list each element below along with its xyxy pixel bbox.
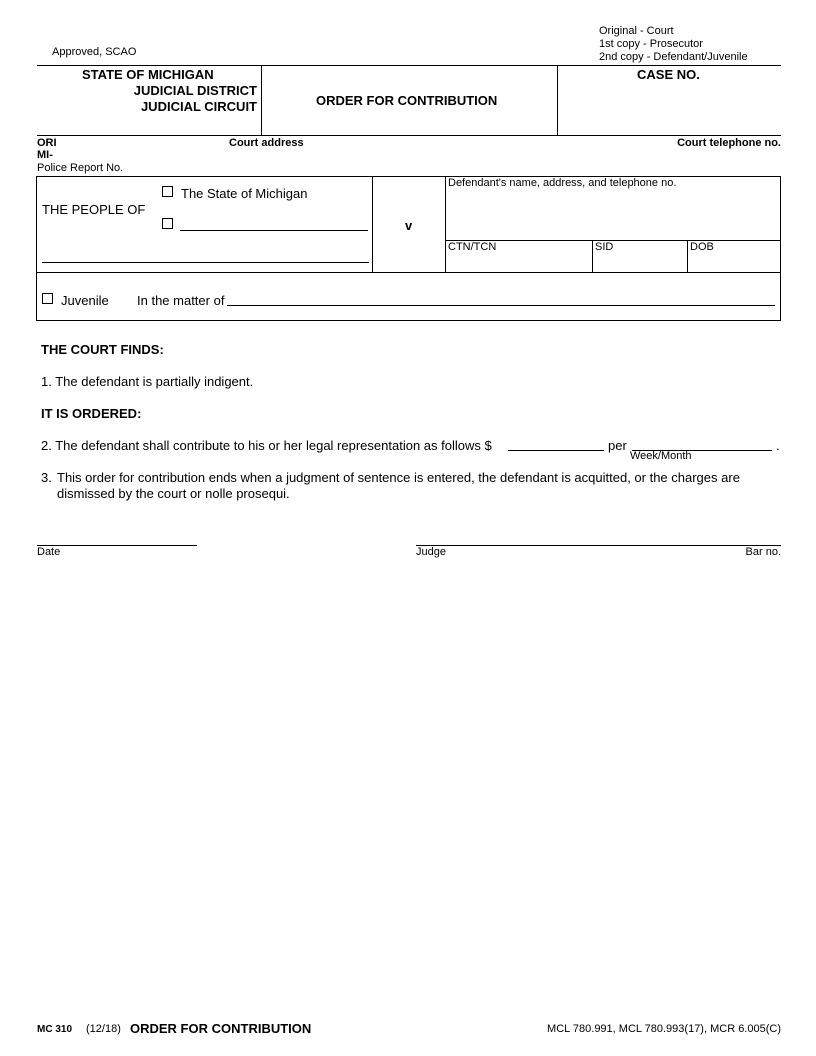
order-item-2-per: per <box>608 438 627 453</box>
contribution-amount-line[interactable] <box>508 450 604 451</box>
form-number: MC 310 <box>37 1024 73 1035</box>
police-report-label: Police Report No. <box>37 162 124 174</box>
dob-label: DOB <box>690 241 714 253</box>
distribution-second-copy: 2nd copy - Defendant/Juvenile <box>599 51 748 63</box>
distribution-first-copy: 1st copy - Prosecutor <box>599 38 703 50</box>
statutes: MCL 780.991, MCL 780.993(17), MCR 6.005(C) <box>547 1023 781 1035</box>
header-divider-left <box>261 65 262 136</box>
order-item-3-number: 3. <box>41 470 52 485</box>
other-plaintiff-line[interactable] <box>180 230 368 231</box>
matter-row-rule <box>36 272 781 273</box>
finding-item-1: 1. The defendant is partially indigent. <box>41 374 254 389</box>
plaintiff-divider <box>372 176 373 272</box>
court-address-label: Court address <box>229 137 304 149</box>
court-telephone-label: Court telephone no. <box>677 137 781 149</box>
it-is-ordered-heading: IT IS ORDERED: <box>41 406 142 421</box>
plaintiff-line[interactable] <box>42 262 369 263</box>
order-item-2-period: . <box>776 438 780 453</box>
form-revision: (12/18) <box>86 1023 121 1035</box>
date-label: Date <box>37 546 61 558</box>
judicial-circuit: JUDICIAL CIRCUIT <box>140 99 257 114</box>
judicial-district: JUDICIAL DISTRICT <box>133 83 257 98</box>
order-item-3-text: This order for contribution ends when a judgment of sentence is entered, the defendant is acquitted, or the charges are dismissed by the court or nolle prosequi. <box>57 470 740 501</box>
approved-scao: Approved, SCAO <box>52 46 137 58</box>
defendant-info-field[interactable] <box>448 191 778 237</box>
sid-label: SID <box>595 241 614 253</box>
distribution-list <box>599 25 748 64</box>
defendant-divider <box>445 176 446 272</box>
in-the-matter-of-line[interactable] <box>227 305 775 306</box>
juvenile-label: Juvenile <box>61 293 109 308</box>
form-title: ORDER FOR CONTRIBUTION <box>316 93 498 108</box>
case-no-field[interactable] <box>562 86 776 132</box>
header-top-rule <box>37 65 781 66</box>
ori-label: ORI <box>37 137 57 149</box>
court-finds-heading: THE COURT FINDS: <box>41 342 164 357</box>
footer-title: ORDER FOR CONTRIBUTION <box>130 1021 312 1036</box>
judge-label: Judge <box>416 546 446 558</box>
other-plaintiff-checkbox[interactable] <box>162 218 173 229</box>
case-no-label: CASE NO. <box>637 67 700 82</box>
order-item-2-text: 2. The defendant shall contribute to his or her legal representation as follows $ <box>41 438 492 453</box>
state-of-michigan: STATE OF MICHIGAN <box>82 67 214 82</box>
ctn-tcn-label: CTN/TCN <box>448 241 497 253</box>
mi-label: MI- <box>37 149 53 161</box>
defendant-info-label: Defendant's name, address, and telephone no. <box>448 177 677 189</box>
week-month-label: Week/Month <box>630 450 692 462</box>
ctn-sid-divider <box>592 240 593 272</box>
versus-label: v <box>405 218 413 233</box>
people-of-label: THE PEOPLE OF <box>42 202 146 217</box>
header-bottom-rule <box>37 135 781 136</box>
state-of-michigan-option: The State of Michigan <box>181 186 308 201</box>
state-of-michigan-checkbox[interactable] <box>162 186 173 197</box>
date-line[interactable] <box>37 545 197 546</box>
in-the-matter-of-label: In the matter of <box>137 293 225 308</box>
distribution-original: Original - Court <box>599 25 674 37</box>
header-divider-right <box>557 65 558 136</box>
sid-dob-divider <box>687 240 688 272</box>
juvenile-checkbox[interactable] <box>42 293 53 304</box>
bar-no-label: Bar no. <box>745 546 781 558</box>
